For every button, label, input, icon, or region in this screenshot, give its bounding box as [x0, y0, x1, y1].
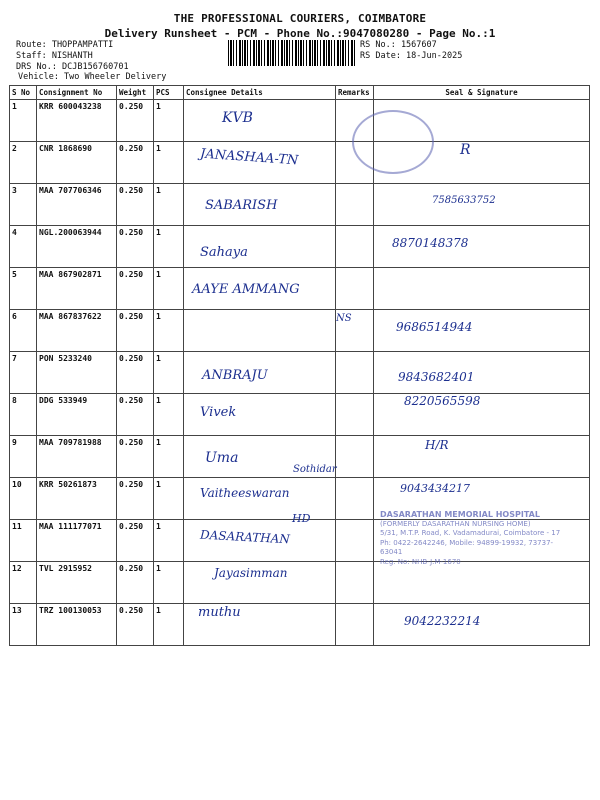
handwritten-phone: 9042232214 [404, 614, 481, 628]
hospital-stamp [380, 510, 565, 567]
col-sno: S No [10, 86, 37, 100]
table-row: 2 CNR 1868690 0.250 1 [10, 142, 590, 184]
handwritten-signature: H/R [425, 438, 449, 452]
col-seal: Seal & Signature [374, 86, 590, 100]
table-header-row [10, 86, 590, 100]
handwritten-consignee: Vaitheeswaran [200, 486, 290, 500]
handwritten-phone: 8870148378 [392, 236, 469, 250]
table-row: 1 KRR 600043238 0.250 1 [10, 100, 590, 142]
handwritten-consignee: SABARISH [205, 198, 278, 213]
col-weight: Weight [117, 86, 154, 100]
hospital-reg: Reg. No: NHB-J.M-1670 [380, 557, 461, 566]
handwritten-note: NS [336, 313, 352, 324]
table-row: 13 TRZ 100130053 0.250 1 [10, 604, 590, 646]
handwritten-consignee: DASARATHAN [199, 527, 291, 547]
col-pcs: PCS [154, 86, 184, 100]
rs-date-text: RS Date: 18-Jun-2025 [360, 51, 463, 61]
handwritten-note: HD [292, 512, 311, 525]
table-row: 8 DDG 533949 0.250 1 [10, 394, 590, 436]
staff-text: Staff: NISHANTH [16, 51, 93, 61]
handwritten-consignee: AAYE AMMANG [192, 282, 300, 297]
rs-no-text: RS No.: 1567607 [360, 40, 437, 50]
handwritten-consignee: ANBRAJU [202, 368, 268, 383]
hospital-name: DASARATHAN MEMORIAL HOSPITAL [380, 510, 540, 519]
handwritten-consignee: muthu [198, 605, 241, 620]
handwritten-phone: 9043434217 [400, 482, 470, 495]
col-consignee: Consignee Details [184, 86, 336, 100]
table-row: 3 MAA 707706346 0.250 1 [10, 184, 590, 226]
handwritten-consignee: Jayasimman [214, 566, 288, 580]
table-row: 5 MAA 867902871 0.250 1 [10, 268, 590, 310]
vehicle-text: Vehicle: Two Wheeler Delivery [18, 72, 167, 82]
hospital-phone: Ph: 0422-2642246, Mobile: 94899-19932, 73737-63041 [380, 538, 554, 556]
table-row: 4 NGL.200063944 0.250 1 [10, 226, 590, 268]
handwritten-consignee: Vivek [200, 405, 237, 420]
handwritten-note: Sothidar [293, 464, 337, 475]
handwritten-consignee: JANASHAA-TN [199, 146, 299, 169]
handwritten-consignee: Sahaya [200, 245, 248, 260]
table-row: 11 MAA 111177071 0.250 1 [10, 520, 590, 562]
hospital-subtitle: (FORMERLY DASARATHAN NURSING HOME) [380, 519, 531, 528]
handwritten-phone: 9843682401 [398, 370, 475, 384]
barcode [228, 40, 356, 66]
drs-text: DRS No.: DCJB156760701 [16, 62, 129, 72]
handwritten-consignee: KVB [222, 110, 253, 126]
route-text: Route: THOPPAMPATTI [16, 40, 114, 50]
table-row: 10 KRR 50261873 0.250 1 [10, 478, 590, 520]
handwritten-consignee: Uma [205, 450, 239, 466]
table-row: 9 MAA 709781988 0.250 1 [10, 436, 590, 478]
table-row: 7 PON 5233240 0.250 1 [10, 352, 590, 394]
table-row: 6 MAA 867837622 0.250 1 [10, 310, 590, 352]
col-remarks: Remarks [336, 86, 374, 100]
handwritten-signature: R [460, 142, 471, 158]
handwritten-phone: 7585633752 [432, 195, 496, 206]
hospital-address: 5/31, M.T.P. Road, K. Vadamadurai, Coimbatore - 17 [380, 529, 561, 537]
handwritten-phone: 8220565598 [404, 394, 481, 408]
round-stamp [352, 110, 434, 174]
handwritten-phone: 9686514944 [396, 320, 473, 334]
document-title: THE PROFESSIONAL COURIERS, COIMBATORE [173, 12, 427, 25]
document-subtitle: Delivery Runsheet - PCM - Phone No.:9047080280 - Page No.:1 [104, 27, 496, 40]
col-consignment: Consignment No [37, 86, 117, 100]
table-row: 12 TVL 2915952 0.250 1 [10, 562, 590, 604]
